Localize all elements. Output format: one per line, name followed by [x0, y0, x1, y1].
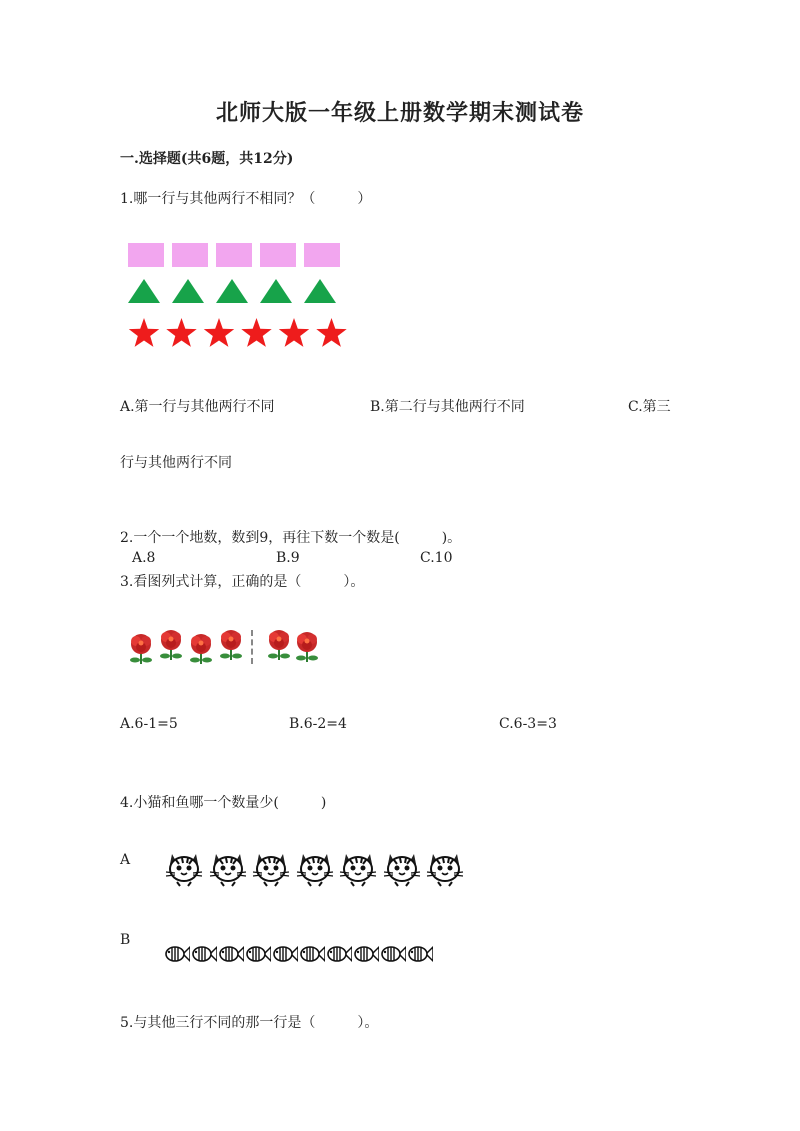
green-triangle [216, 279, 248, 303]
q1-option-c[interactable]: C.第三 [628, 399, 671, 415]
green-triangle [128, 279, 160, 303]
red-flower [264, 628, 294, 666]
cat-icon [338, 848, 378, 892]
red-flower [186, 632, 216, 670]
fish-icon [380, 942, 406, 970]
cat-icon [251, 848, 291, 892]
green-triangle [260, 279, 292, 303]
cat-icon [382, 848, 422, 892]
fish-icon [299, 942, 325, 970]
pink-square [304, 243, 340, 267]
q3-option-b[interactable]: B.6-2=4 [289, 716, 347, 732]
cat-icon [164, 848, 204, 892]
question-2-text: 2.一个一个地数，数到9，再往下数一个数是( )。 [120, 530, 462, 546]
red-star [129, 318, 159, 347]
cat-icon [425, 848, 465, 892]
fish-icon [326, 942, 352, 970]
q1-shapes-figure [128, 240, 358, 355]
q3-option-c[interactable]: C.6-3=3 [499, 716, 557, 732]
q1-option-c-continued: 行与其他两行不同 [120, 455, 232, 471]
fish-icon [164, 942, 190, 970]
q2-option-c[interactable]: C.10 [420, 550, 453, 566]
question-4-text: 4.小猫和鱼哪一个数量少( ) [120, 795, 327, 811]
red-flower [216, 628, 246, 666]
fish-icon [272, 942, 298, 970]
pink-square [260, 243, 296, 267]
red-star [279, 318, 309, 347]
q3-option-a[interactable]: A.6-1=5 [120, 716, 178, 732]
red-flower [126, 632, 156, 670]
triangle-row [128, 276, 358, 316]
cats-row [164, 848, 474, 890]
question-5-text: 5.与其他三行不同的那一行是（ ）。 [120, 1015, 379, 1031]
question-1-text: 1.哪一行与其他两行不相同？（ ） [120, 191, 372, 207]
pink-square [216, 243, 252, 267]
q2-option-a[interactable]: A.8 [132, 550, 156, 566]
red-flower [292, 630, 322, 668]
fish-icon [191, 942, 217, 970]
pink-square [172, 243, 208, 267]
cat-icon [208, 848, 248, 892]
red-star [241, 318, 271, 347]
red-flower [156, 628, 186, 666]
fish-icon [353, 942, 379, 970]
star-row [128, 316, 358, 356]
q1-option-a[interactable]: A.第一行与其他两行不同 [120, 399, 275, 415]
fish-row [164, 940, 444, 970]
green-triangle [172, 279, 204, 303]
green-triangle [304, 279, 336, 303]
red-star [204, 318, 234, 347]
pink-square [128, 243, 164, 267]
q4-option-b[interactable]: B [120, 932, 131, 948]
q4-option-a[interactable]: A [120, 852, 131, 868]
q2-option-b[interactable]: B.9 [276, 550, 300, 566]
page-title: 北师大版一年级上册数学期末测试卷 [215, 100, 584, 126]
fish-icon [407, 942, 433, 970]
q3-flowers-figure [124, 628, 324, 668]
fish-icon [245, 942, 271, 970]
red-star [166, 318, 196, 347]
red-star [316, 318, 346, 347]
cat-icon [295, 848, 335, 892]
fish-icon [218, 942, 244, 970]
question-3-text: 3.看图列式计算，正确的是（ ）。 [120, 574, 365, 590]
dashed-divider [251, 630, 253, 664]
q1-option-b[interactable]: B.第二行与其他两行不同 [370, 399, 525, 415]
section-heading: 一.选择题(共6题，共12分) [120, 151, 294, 167]
